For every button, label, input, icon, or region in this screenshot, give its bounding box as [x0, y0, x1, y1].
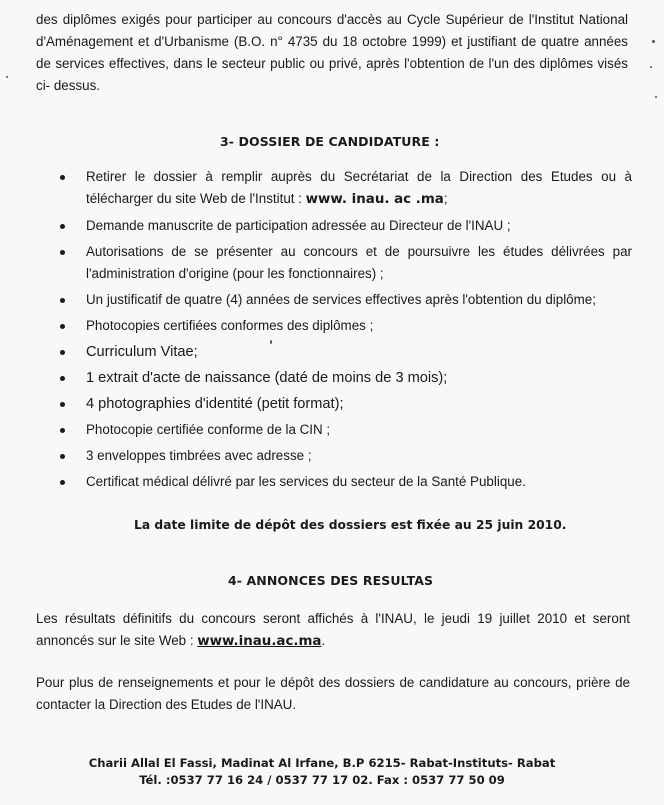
bullet-icon: [60, 480, 65, 485]
dossier-list: [60, 166, 632, 497]
list-item-text: 3 enveloppes timbrées avec adresse ;: [86, 448, 312, 463]
list-item: [60, 341, 632, 363]
list-item-text: Un justificatif de quatre (4) années de services effectives après l'obtention du diplôme;: [86, 292, 596, 307]
list-item-text: Retirer le dossier à remplir auprès du Secrétariat de la Direction des Etudes ou à télécharger du site Web de l'Institut :: [86, 169, 632, 206]
list-item-text: Demande manuscrite de participation adressée au Directeur de l'INAU ;: [86, 218, 511, 233]
list-item-text: Photocopies certifiées conformes des diplômes ;: [86, 318, 374, 333]
footer-phone: Tél. :0537 77 16 24 / 0537 77 17 02. Fax : 0537 77 50 09: [139, 773, 505, 787]
list-item: [60, 419, 632, 441]
list-item-text: Curriculum Vitae;: [86, 344, 198, 360]
bullet-icon: [60, 175, 65, 180]
bullet-icon: [60, 428, 65, 433]
footer-address: Charii Allal El Fassi, Madinat Al Irfane, B.P 6215- Rabat-Instituts- Rabat: [88, 756, 556, 770]
scan-speck: [270, 340, 272, 344]
section-heading-annonces: 4- ANNONCES DES RESULTAS: [228, 573, 434, 588]
list-item-text-end: ;: [443, 191, 448, 206]
bullet-icon: [60, 454, 65, 459]
list-item: [60, 445, 632, 467]
list-item-text: 4 photographies d'identité (petit format);: [86, 396, 344, 412]
list-item: [60, 315, 632, 337]
list-item: [60, 241, 632, 285]
scan-speck: [6, 76, 8, 78]
results-text: Les résultats définitifs du concours seront affichés à l'INAU, le jeudi 19 juillet 2010 et seront annoncés sur le site Web :: [36, 611, 630, 648]
results-text-end: .: [321, 633, 326, 648]
list-item-text: Autorisations de se présenter au concours et de poursuivre les études délivrées par l'administration d'origine (pour les fonctionnaires) ;: [86, 244, 632, 281]
bullet-icon: [60, 402, 65, 407]
bullet-icon: [60, 224, 65, 229]
bullet-icon: [60, 298, 65, 303]
list-item-text: Photocopie certifiée conforme de la CIN ;: [86, 422, 331, 437]
list-item: [60, 215, 632, 237]
bullet-icon: [60, 350, 65, 355]
list-item: [60, 393, 632, 415]
scan-speck: [655, 96, 657, 98]
results-website-link[interactable]: www.inau.ac.ma: [197, 634, 322, 649]
scan-speck: [652, 40, 655, 43]
website-link[interactable]: www. inau. ac .ma: [305, 192, 444, 207]
results-paragraph: [36, 608, 630, 653]
list-item: [60, 166, 632, 211]
bullet-icon: [60, 376, 65, 381]
list-item: [60, 471, 632, 493]
intro-paragraph: des diplômes exigés pour participer au concours d'accès au Cycle Supérieur de l'Institut National d'Aménagement et d'Urbanisme (B.O. n° 4735 du 18 octobre 1999) et justifiant de quatre années de services effectives, dans le secteur public ou privé, après l'obtention de l'un des diplômes visés ci- dessus.: [36, 12, 628, 93]
bullet-icon: [60, 324, 65, 329]
contact-paragraph: Pour plus de renseignements et pour le dépôt des dossiers de candidature au concours, prière de contacter la Direction des Etudes de l'INAU.: [36, 675, 630, 712]
list-item: [60, 289, 632, 311]
section-heading-dossier: 3- DOSSIER DE CANDIDATURE :: [220, 134, 440, 149]
bullet-icon: [60, 250, 65, 255]
scan-speck: [650, 66, 652, 68]
list-item-text: Certificat médical délivré par les services du secteur de la Santé Publique.: [86, 474, 526, 489]
deadline-notice: La date limite de dépôt des dossiers est fixée au 25 juin 2010.: [134, 518, 567, 532]
list-item-text: 1 extrait d'acte de naissance (daté de moins de 3 mois);: [86, 370, 448, 386]
list-item: [60, 367, 632, 389]
